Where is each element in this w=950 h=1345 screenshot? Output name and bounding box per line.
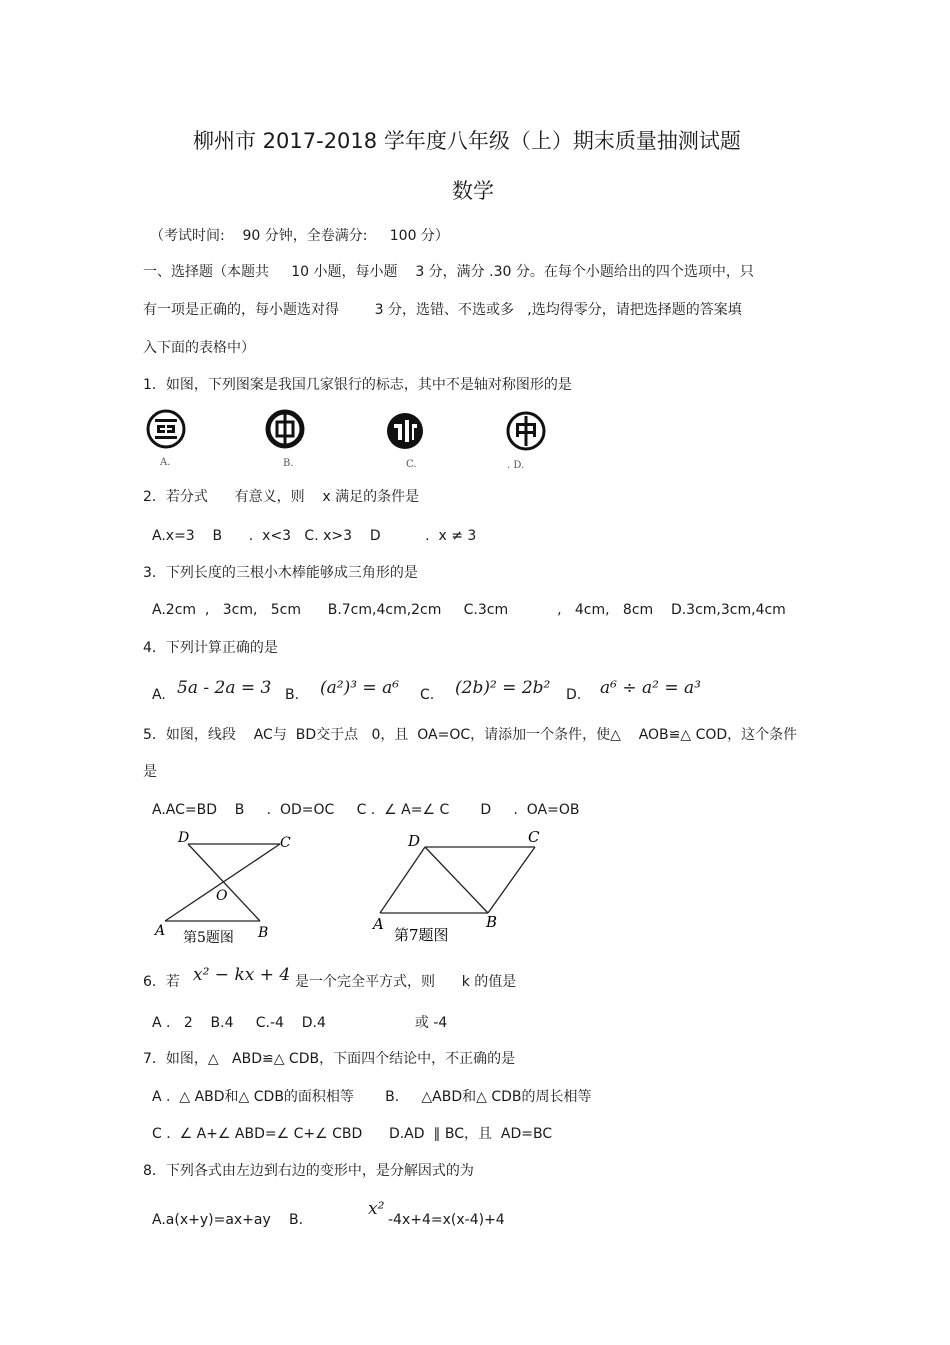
page-title: 柳州市 2017-2018 学年度八年级（上）期末质量抽测试题 [193,129,741,153]
fig7-point-a: A [373,915,384,933]
bank-logo-d-icon [505,410,547,452]
section-instructions-line3: 入下面的表格中） [143,340,255,356]
fig5-caption: 第5题图 [183,930,234,946]
fig7-point-b: B [486,913,498,931]
question-8-option-b-label: B. [289,1212,304,1228]
question-3-options: A.2cm , 3cm, 5cm B.7cm,4cm,2cm C.3cm , 4cm, 8cm D.3cm,3cm,4cm [152,602,786,618]
fig5-segment-db [188,844,260,921]
question-4-expr-b: (a²)³ = a⁶ [320,678,400,698]
fig5-segment-ca [165,844,280,921]
page-subtitle: 数学 [452,179,494,203]
fig7-segment-da [380,847,425,913]
section-instructions-line1: 一、选择题（本题共 10 小题，每小题 3 分，满分 .30 分。在每个小题给出的四个选项中，只 [143,264,754,280]
fig5-point-d: D [178,830,190,846]
section-instructions-line2: 有一项是正确的，每小题选对得 3 分，选错、不选或多 ,选均得零分，请把选择题的答案填 [143,302,742,318]
fig5-point-a: A [155,923,166,939]
question-7-stem: 7．如图，△ ABD≌△ CDB，下面四个结论中，不正确的是 [143,1051,516,1067]
fig7-point-d: D [408,832,421,850]
fig5-point-b: B [258,925,269,941]
question-6-stem-b: 是一个完全平方式，则 k 的值是 [295,974,517,990]
bank-logo-a-icon [145,408,187,450]
question-1-stem: 1．如图，下列图案是我国几家银行的标志，其中不是轴对称图形的是 [143,377,572,393]
question-5-options: A.AC=BD B . OD=OC C . ∠ A=∠ C D . OA=OB [152,802,580,818]
question-5-stem: 5．如图，线段 AC与 BD交于点 0，且 OA=OC，请添加一个条件，使△ AOB≌△ COD，这个条件 [143,727,798,743]
question-8-stem: 8．下列各式由左边到右边的变形中，是分解因式的为 [143,1163,474,1179]
question-6-stem-a: 6．若 [143,974,180,990]
question-2-stem: 2．若分式 有意义，则 x 满足的条件是 [143,489,420,505]
question-3-stem: 3．下列长度的三根小木棒能够成三角形的是 [143,565,418,581]
logo-caption-b: B. [283,458,294,469]
question-4-stem: 4．下列计算正确的是 [143,640,278,656]
question-6-options: A . 2 B.4 C.-4 D.4 或 -4 [152,1015,448,1031]
question-7-options-cd: C . ∠ A+∠ ABD=∠ C+∠ CBD D.AD ∥ BC，且 AD=BC [152,1126,553,1142]
fig7-segment-bc [488,847,535,913]
fig5-point-c: C [280,835,291,851]
fig7-segment-db [425,847,488,913]
figure-5 [150,825,300,947]
question-4-expr-d: a⁶ ÷ a² = a³ [600,678,701,698]
question-4-expr-a: 5a - 2a = 3 [177,678,272,698]
question-4-expr-c: (2b)² = 2b² [455,678,551,698]
question-4-label-a: A. [152,687,166,703]
question-4-label-d: D. [566,687,582,703]
question-4-label-c: C. [420,687,435,703]
exam-info: （考试时间: 90 分钟，全卷满分: 100 分） [150,228,449,244]
fig7-point-c: C [528,828,540,846]
bank-logo-b-icon [264,408,306,450]
question-4-label-b: B. [285,687,300,703]
question-7-options-ab: A . △ ABD和△ CDB的面积相等 B. △ABD和△ CDB的周长相等 [152,1089,592,1105]
question-8-option-b-sup: x² [368,1199,385,1219]
fig7-caption: 第7题图 [394,926,449,944]
figure-7 [370,825,550,947]
question-5-stem-cont: 是 [143,764,157,780]
question-6-expr: x² − kx + 4 [193,965,291,985]
logo-caption-a: A. [160,457,171,468]
question-8-option-a: A.a(x+y)=ax+ay [152,1212,271,1228]
bank-logo-c-icon [384,410,426,452]
fig5-point-o: O [216,888,228,904]
question-2-options: A.x=3 B . x<3 C. x>3 D . x ≠ 3 [152,528,477,544]
logo-caption-c: C. [406,459,417,470]
logo-caption-d: . D. [507,460,525,471]
question-8-option-b-rest: -4x+4=x(x-4)+4 [388,1212,505,1228]
